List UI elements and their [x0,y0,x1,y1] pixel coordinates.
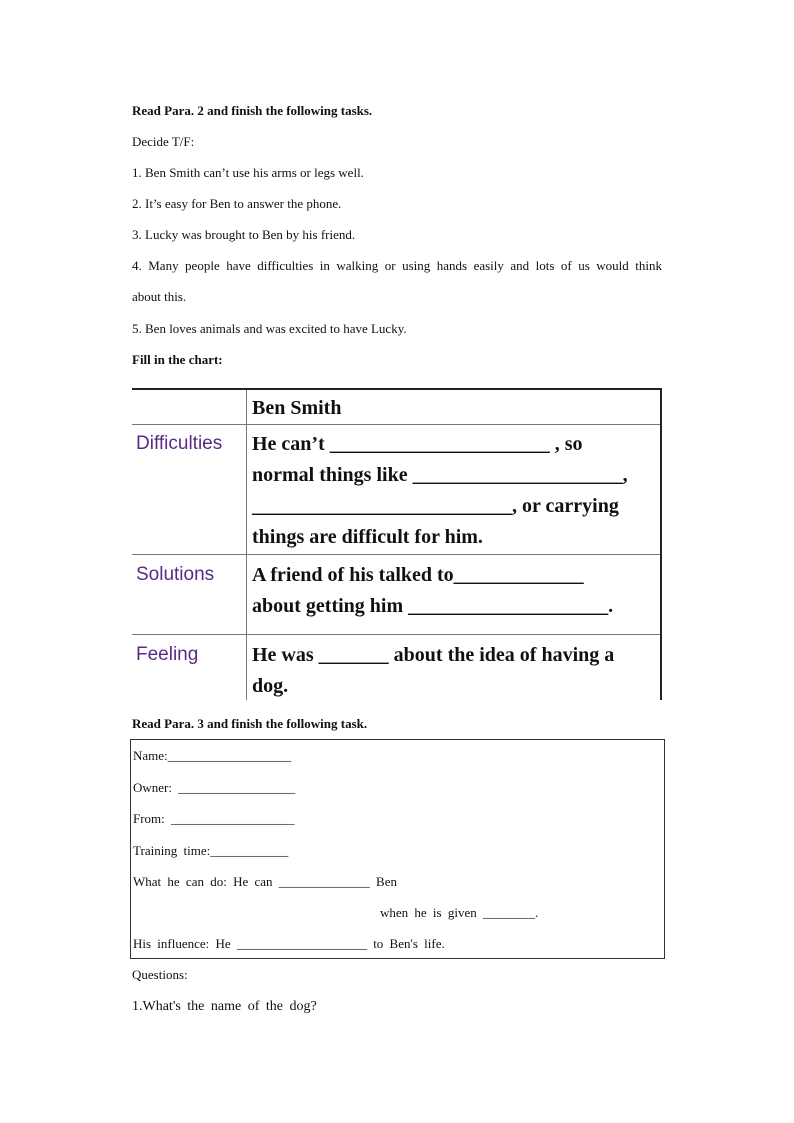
chart-row-feeling [132,635,660,700]
question-1: 1.What's the name of the dog? [132,999,317,1014]
box-can-do-cont: when he is given ________. [380,905,539,920]
tf-item-1: 1. Ben Smith can’t use his arms or legs well. [132,165,364,180]
difficulties-line-1: He can’t ______________________ , so [252,433,583,455]
tf-item-4-text: 4. Many people have difficulties in walking or using hands easily and lots of us would think [132,258,662,273]
feeling-line-2: dog. [252,675,289,697]
box-name: Name:___________________ [133,748,292,763]
section2-heading: Read Para. 3 and finish the following task. [132,716,368,731]
difficulties-text [252,429,652,553]
tf-item-4 [132,258,662,274]
difficulties-line-2: normal things like _____________________, [252,464,628,486]
dog-info-box [130,739,665,959]
tf-item-4-cont: about this. [132,289,187,304]
chart-row-difficulties [132,424,660,555]
feeling-text [252,640,652,700]
label-difficulties: Difficulties [136,433,223,454]
fill-chart [132,388,662,700]
feeling-line-1: He was _______ about the idea of having a [252,644,615,666]
tf-item-2: 2. It’s easy for Ben to answer the phone. [132,196,342,211]
chart-row-solutions [132,555,660,635]
chart-header: Ben Smith [252,397,342,419]
label-solutions: Solutions [136,564,215,585]
box-owner: Owner: __________________ [133,780,296,795]
solutions-text [252,560,652,622]
solutions-line-1: A friend of his talked to_____________ [252,564,584,586]
box-influence: His influence: He ____________________ to Ben's life. [133,936,445,951]
solutions-line-2: about getting him ____________________. [252,595,614,617]
difficulties-line-3: __________________________, or carrying [252,495,619,517]
section1-heading: Read Para. 2 and finish the following tasks. [132,103,373,118]
tf-item-5: 5. Ben loves animals and was excited to have Lucky. [132,321,407,336]
box-from: From: ___________________ [133,811,295,826]
box-can-do: What he can do: He can ______________ Ben [133,874,397,889]
chart-heading: Fill in the chart: [132,352,223,367]
decide-label: Decide T/F: [132,134,195,149]
box-training: Training time:____________ [133,843,289,858]
questions-heading: Questions: [132,967,188,982]
label-feeling: Feeling [136,644,199,665]
tf-item-3: 3. Lucky was brought to Ben by his friend. [132,227,356,242]
chart-header-row [132,390,660,425]
difficulties-line-4: things are difficult for him. [252,526,483,548]
